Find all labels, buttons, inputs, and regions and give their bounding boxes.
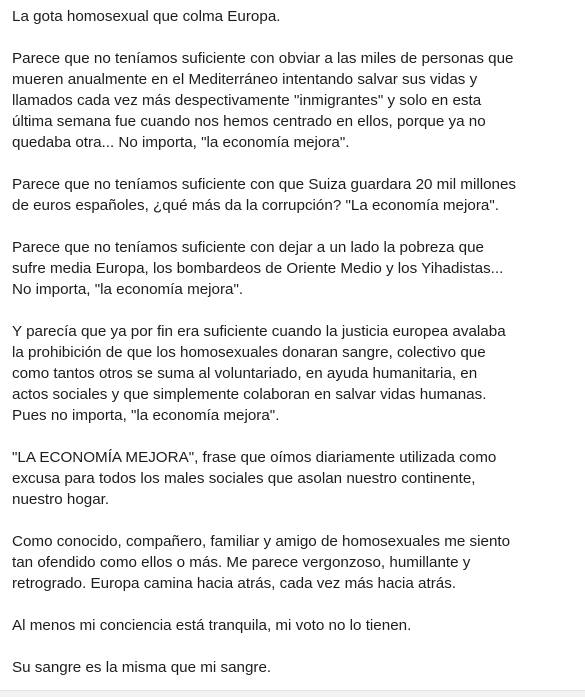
paragraph-line: de euros españoles, ¿qué más da la corrupción? "La economía mejora". — [12, 197, 499, 214]
paragraph-6 — [12, 531, 575, 594]
paragraph-line: tan ofendido como ellos o más. Me parece vergonzoso, humillante y — [12, 554, 471, 571]
paragraph-gap — [12, 426, 575, 447]
paragraph-gap — [12, 27, 575, 48]
paragraph-line: Como conocido, compañero, familiar y amigo de homosexuales me siento — [12, 533, 511, 550]
paragraph-gap — [12, 594, 575, 615]
paragraph-line: llamados cada vez más despectivamente "inmigrantes" y solo en esta — [12, 92, 482, 109]
paragraph-line: Parece que no teníamos suficiente con que Suiza guardara 20 mil millones — [12, 176, 517, 193]
paragraph-line: Al menos mi conciencia está tranquila, mi voto no lo tienen. — [12, 617, 412, 634]
paragraph-line: como tantos otros se suma al voluntariado, en ayuda humanitaria, en — [12, 365, 478, 382]
bottom-divider — [0, 690, 585, 697]
paragraph-line: Y parecía que ya por fin era suficiente cuando la justicia europea avalaba — [12, 323, 506, 340]
paragraph-5 — [12, 447, 575, 510]
paragraph-gap — [12, 216, 575, 237]
paragraph-line: Parece que no teníamos suficiente con obviar a las miles de personas que — [12, 50, 514, 67]
paragraph-line: quedaba otra... No importa, "la economía mejora". — [12, 134, 350, 151]
paragraph-gap — [12, 153, 575, 174]
paragraph-1 — [12, 48, 575, 153]
paragraph-line: sufre media Europa, los bombardeos de Oriente Medio y los Yihadistas... — [12, 260, 504, 277]
paragraph-line: excusa para todos los males sociales que asolan nuestro continente, — [12, 470, 476, 487]
paragraph-line: actos sociales y que simplemente colaboran en salvar vidas humanas. — [12, 386, 487, 403]
paragraph-line: Pues no importa, "la economía mejora". — [12, 407, 280, 424]
paragraph-line: Su sangre es la misma que mi sangre. — [12, 659, 272, 676]
paragraph-2 — [12, 174, 575, 216]
paragraph-3 — [12, 237, 575, 300]
paragraph-gap — [12, 510, 575, 531]
paragraph-line: retrogrado. Europa camina hacia atrás, cada vez más hacia atrás. — [12, 575, 457, 592]
paragraph-8 — [12, 657, 575, 678]
document-title: La gota homosexual que colma Europa. — [12, 8, 281, 25]
paragraph-4 — [12, 321, 575, 426]
paragraph-line: No importa, "la economía mejora". — [12, 281, 244, 298]
paragraph-line: mueren anualmente en el Mediterráneo intentando salvar sus vidas y — [12, 71, 478, 88]
paragraph-line: "LA ECONOMÍA MEJORA", frase que oímos diariamente utilizada como — [12, 449, 497, 466]
paragraph-line: última semana fue cuando nos hemos centrado en ellos, porque ya no — [12, 113, 486, 130]
paragraph-7 — [12, 615, 575, 636]
paragraph-line: la prohibición de que los homosexuales donaran sangre, colectivo que — [12, 344, 486, 361]
paragraph-line: Parece que no teníamos suficiente con dejar a un lado la pobreza que — [12, 239, 484, 256]
paragraph-gap — [12, 300, 575, 321]
paragraph-gap — [12, 636, 575, 657]
paragraph-line: nuestro hogar. — [12, 491, 110, 508]
